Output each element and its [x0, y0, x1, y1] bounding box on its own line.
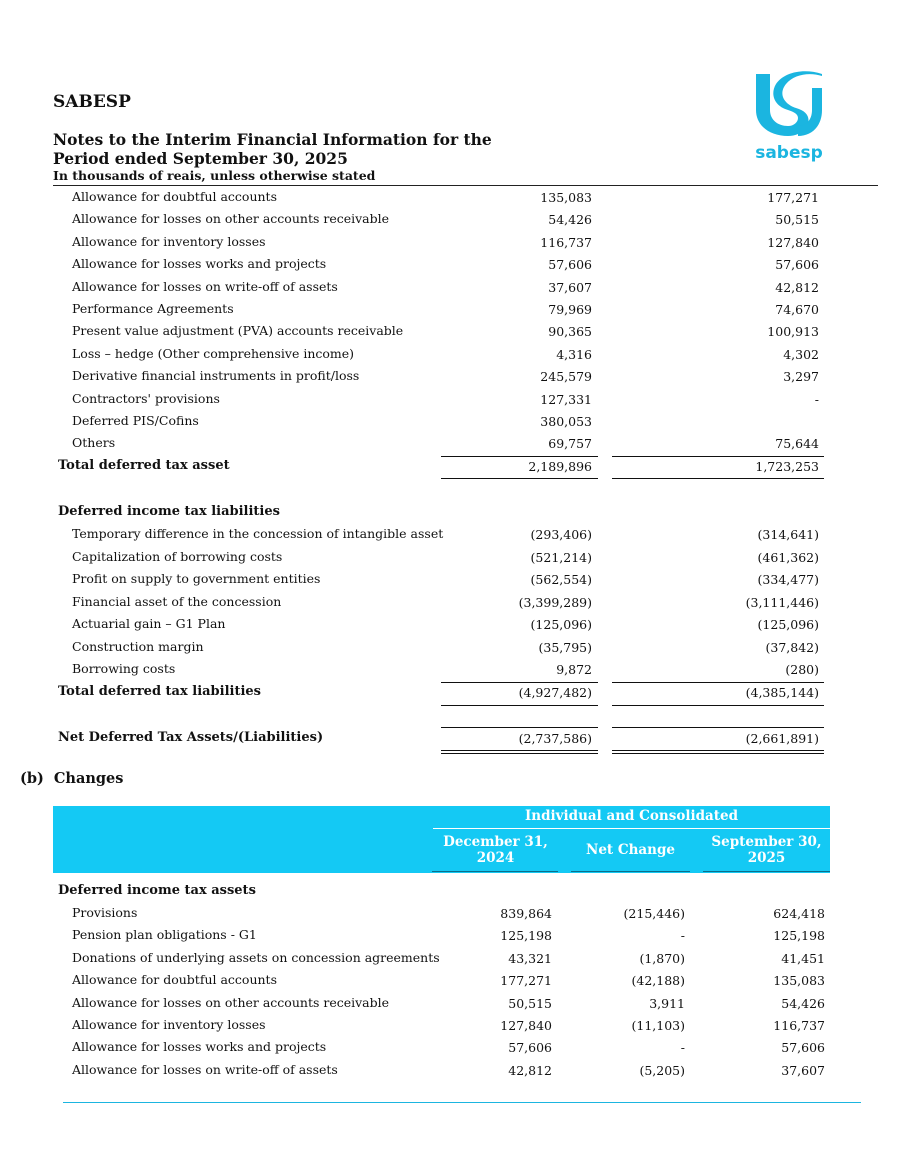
row-label: Deferred PIS/Cofins — [72, 413, 199, 428]
net-rule-bottom-1a — [441, 750, 598, 751]
assets-total-rule-bottom-1 — [441, 478, 598, 479]
value-dec-2024: (2,661,891) — [745, 731, 819, 746]
section-title: Changes — [53, 770, 124, 787]
row-label: Profit on supply to government entities — [72, 571, 321, 586]
changes-row — [0, 925, 902, 947]
value-dec-2024: 50,515 — [508, 995, 552, 1011]
value-sep-2025: 116,737 — [540, 234, 592, 250]
value-sep-2025: 90,365 — [548, 324, 592, 340]
liab-total-rule-bottom-2 — [612, 705, 824, 706]
value-sep-2025: (562,554) — [530, 572, 592, 587]
value-dec-2024: 177,271 — [767, 190, 819, 205]
net-rule-bottom-2b — [612, 753, 824, 754]
section-marker: (b) — [20, 770, 44, 787]
value-dec-2024: 57,606 — [775, 257, 819, 273]
value-dec-2024: 127,840 — [500, 1018, 552, 1033]
section-b-heading — [20, 770, 123, 787]
value-dec-2024: 42,812 — [775, 279, 819, 295]
table-row — [0, 433, 902, 455]
value-dec-2024: 75,644 — [775, 436, 819, 452]
changes-row — [0, 903, 902, 925]
value-dec-2024: 42,812 — [508, 1062, 552, 1078]
table-row — [0, 187, 902, 209]
col-header-line: 2025 — [747, 850, 786, 866]
value-net-change: (42,188) — [631, 973, 685, 989]
value-sep-2025: 9,872 — [556, 662, 592, 677]
row-label: Total deferred tax liabilities — [58, 684, 261, 699]
row-label: Donations of underlying assets on concession agreements — [72, 949, 440, 965]
value-dec-2024: 3,297 — [783, 369, 819, 385]
value-dec-2024: (461,362) — [757, 549, 819, 565]
value-dec-2024: (280) — [785, 662, 819, 677]
row-label: Borrowing costs — [72, 661, 176, 676]
col-underline-2 — [571, 871, 690, 872]
value-sep-2025: 380,053 — [540, 414, 592, 429]
row-label: Present value adjustment (PVA) accounts receivable — [72, 323, 404, 339]
row-label: Financial asset of the concession — [72, 593, 282, 609]
col-underline-3 — [703, 871, 830, 872]
row-label: Loss – hedge (Other comprehensive income) — [72, 345, 355, 361]
net-rule-bottom-1b — [441, 753, 598, 754]
value-dec-2024: (3,111,446) — [745, 594, 819, 610]
changes-row — [0, 948, 902, 970]
value-sep-2025: (4,927,482) — [518, 685, 592, 700]
value-sep-2025: 57,606 — [781, 1040, 825, 1056]
changes-section-heading: Deferred income tax assets — [58, 883, 256, 898]
row-label: Allowance for losses on write-off of assets — [72, 1061, 338, 1077]
row-label: Allowance for doubtful accounts — [72, 972, 277, 988]
value-dec-2024: (314,641) — [757, 527, 819, 542]
value-dec-2024: 50,515 — [775, 212, 819, 228]
table-row — [0, 366, 902, 388]
row-label: Contractors' provisions — [72, 390, 220, 406]
table-row — [0, 569, 902, 591]
col-header-line: 2024 — [476, 850, 515, 866]
value-sep-2025: 57,606 — [548, 257, 592, 273]
liabilities-heading-row — [0, 502, 902, 524]
row-label: Actuarial gain – G1 Plan — [72, 616, 226, 631]
row-label: Derivative financial instruments in profit/loss — [72, 368, 360, 384]
group-header: Individual and Consolidated — [524, 808, 739, 824]
value-sep-2025: 135,083 — [773, 973, 825, 989]
footer-divider — [63, 1102, 861, 1103]
group-header-rule — [433, 828, 830, 829]
sabesp-logo-mark — [756, 71, 822, 136]
value-sep-2025: 245,579 — [540, 369, 592, 385]
table-row — [0, 277, 902, 299]
value-sep-2025: 41,451 — [781, 950, 825, 966]
value-sep-2025: 79,969 — [548, 302, 592, 317]
value-net-change: (215,446) — [623, 906, 685, 921]
title-line-1: Notes to the Interim Financial Information for the — [53, 130, 492, 149]
value-dec-2024: 177,271 — [500, 973, 552, 989]
value-dec-2024: 4,302 — [783, 346, 819, 362]
value-sep-2025: 2,189,896 — [528, 459, 592, 474]
changes-row — [0, 970, 902, 992]
value-dec-2024: (125,096) — [757, 617, 819, 632]
value-dec-2024: 125,198 — [500, 928, 552, 944]
logo-wordmark: sabesp — [755, 143, 823, 163]
value-sep-2025: 54,426 — [548, 212, 592, 228]
document-title — [53, 130, 523, 168]
row-label: Allowance for inventory losses — [72, 1017, 266, 1032]
changes-row — [0, 1015, 902, 1037]
value-dec-2024: (4,385,144) — [745, 685, 819, 700]
value-sep-2025: 37,607 — [781, 1062, 825, 1078]
table-row — [0, 524, 902, 546]
value-net-change: (5,205) — [639, 1062, 685, 1078]
value-dec-2024: - — [814, 391, 819, 407]
changes-row — [0, 993, 902, 1015]
value-sep-2025: 135,083 — [540, 190, 592, 205]
table-row — [0, 547, 902, 569]
table-row — [0, 637, 902, 659]
row-label: Allowance for losses works and projects — [72, 256, 327, 272]
value-sep-2025: 37,607 — [548, 279, 592, 295]
value-sep-2025: 116,737 — [773, 1018, 825, 1033]
table-row — [0, 592, 902, 614]
value-dec-2024: 43,321 — [508, 950, 552, 966]
value-net-change: - — [680, 928, 685, 944]
col-header-net-change: Net Change — [585, 842, 675, 858]
table-row — [0, 659, 902, 681]
value-dec-2024: 839,864 — [500, 906, 552, 921]
table-row — [0, 299, 902, 321]
liab-total-rule-bottom-1 — [441, 705, 598, 706]
value-sep-2025: (521,214) — [530, 549, 592, 565]
table-row — [0, 232, 902, 254]
total-deferred-tax-asset-row — [0, 456, 902, 478]
header-divider — [53, 185, 878, 186]
value-sep-2025: 127,331 — [540, 391, 592, 407]
liabilities-heading: Deferred income tax liabilities — [58, 504, 280, 519]
value-sep-2025: (125,096) — [530, 617, 592, 632]
value-dec-2024: 100,913 — [767, 324, 819, 340]
value-sep-2025: (35,795) — [538, 639, 592, 655]
value-dec-2024: (334,477) — [757, 572, 819, 587]
table-row — [0, 254, 902, 276]
value-dec-2024: 1,723,253 — [755, 459, 819, 474]
value-sep-2025: (3,399,289) — [518, 594, 592, 610]
row-label: Performance Agreements — [72, 301, 234, 316]
table-row — [0, 344, 902, 366]
row-label: Net Deferred Tax Assets/(Liabilities) — [58, 730, 324, 745]
col-header-line: September 30, — [711, 834, 822, 850]
table-row — [0, 389, 902, 411]
value-sep-2025: 624,418 — [773, 906, 825, 921]
sabesp-logo — [752, 70, 826, 164]
table-row — [0, 321, 902, 343]
value-sep-2025: 4,316 — [556, 346, 592, 362]
row-label: Allowance for losses on write-off of assets — [72, 278, 338, 294]
company-name: SABESP — [53, 92, 131, 112]
row-label: Construction margin — [72, 638, 204, 654]
row-label: Others — [72, 435, 116, 451]
row-label: Total deferred tax asset — [58, 458, 230, 473]
units-note: In thousands of reais, unless otherwise stated — [53, 168, 376, 183]
value-sep-2025: (293,406) — [530, 527, 592, 542]
value-net-change: (11,103) — [631, 1018, 685, 1033]
col-header-line: December 31, — [443, 834, 548, 850]
value-net-change: (1,870) — [639, 950, 685, 966]
row-label: Pension plan obligations - G1 — [72, 927, 257, 943]
value-net-change: 3,911 — [649, 995, 685, 1011]
changes-section-heading-row — [0, 881, 902, 903]
net-rule-bottom-2a — [612, 750, 824, 751]
value-dec-2024: 74,670 — [775, 302, 819, 317]
row-label: Allowance for doubtful accounts — [72, 189, 277, 204]
row-label: Allowance for losses on other accounts receivable — [72, 994, 390, 1010]
total-deferred-tax-liabilities-row — [0, 682, 902, 704]
row-label: Allowance for losses on other accounts receivable — [72, 211, 390, 227]
value-sep-2025: 125,198 — [773, 928, 825, 944]
col-underline-1 — [432, 871, 558, 872]
title-line-2: Period ended September 30, 2025 — [53, 149, 348, 168]
table-row — [0, 411, 902, 433]
changes-row — [0, 1060, 902, 1082]
row-label: Allowance for inventory losses — [72, 233, 266, 249]
row-label: Provisions — [72, 905, 138, 920]
table-row — [0, 209, 902, 231]
changes-table-header — [53, 806, 830, 873]
value-net-change: - — [680, 1040, 685, 1056]
row-label: Temporary difference in the concession of intangible asset — [72, 526, 444, 541]
value-sep-2025: (2,737,586) — [518, 731, 592, 746]
value-sep-2025: 54,426 — [781, 995, 825, 1011]
net-deferred-tax-row — [0, 728, 902, 750]
value-dec-2024: 57,606 — [508, 1040, 552, 1056]
col-header-dec-2024 — [433, 834, 558, 866]
row-label: Capitalization of borrowing costs — [72, 548, 283, 564]
col-header-sep-2025 — [703, 834, 830, 866]
changes-row — [0, 1037, 902, 1059]
value-dec-2024: (37,842) — [765, 639, 819, 655]
assets-total-rule-bottom-2 — [612, 478, 824, 479]
value-dec-2024: 127,840 — [767, 234, 819, 250]
value-sep-2025: 69,757 — [548, 436, 592, 452]
row-label: Allowance for losses works and projects — [72, 1039, 327, 1055]
table-row — [0, 614, 902, 636]
